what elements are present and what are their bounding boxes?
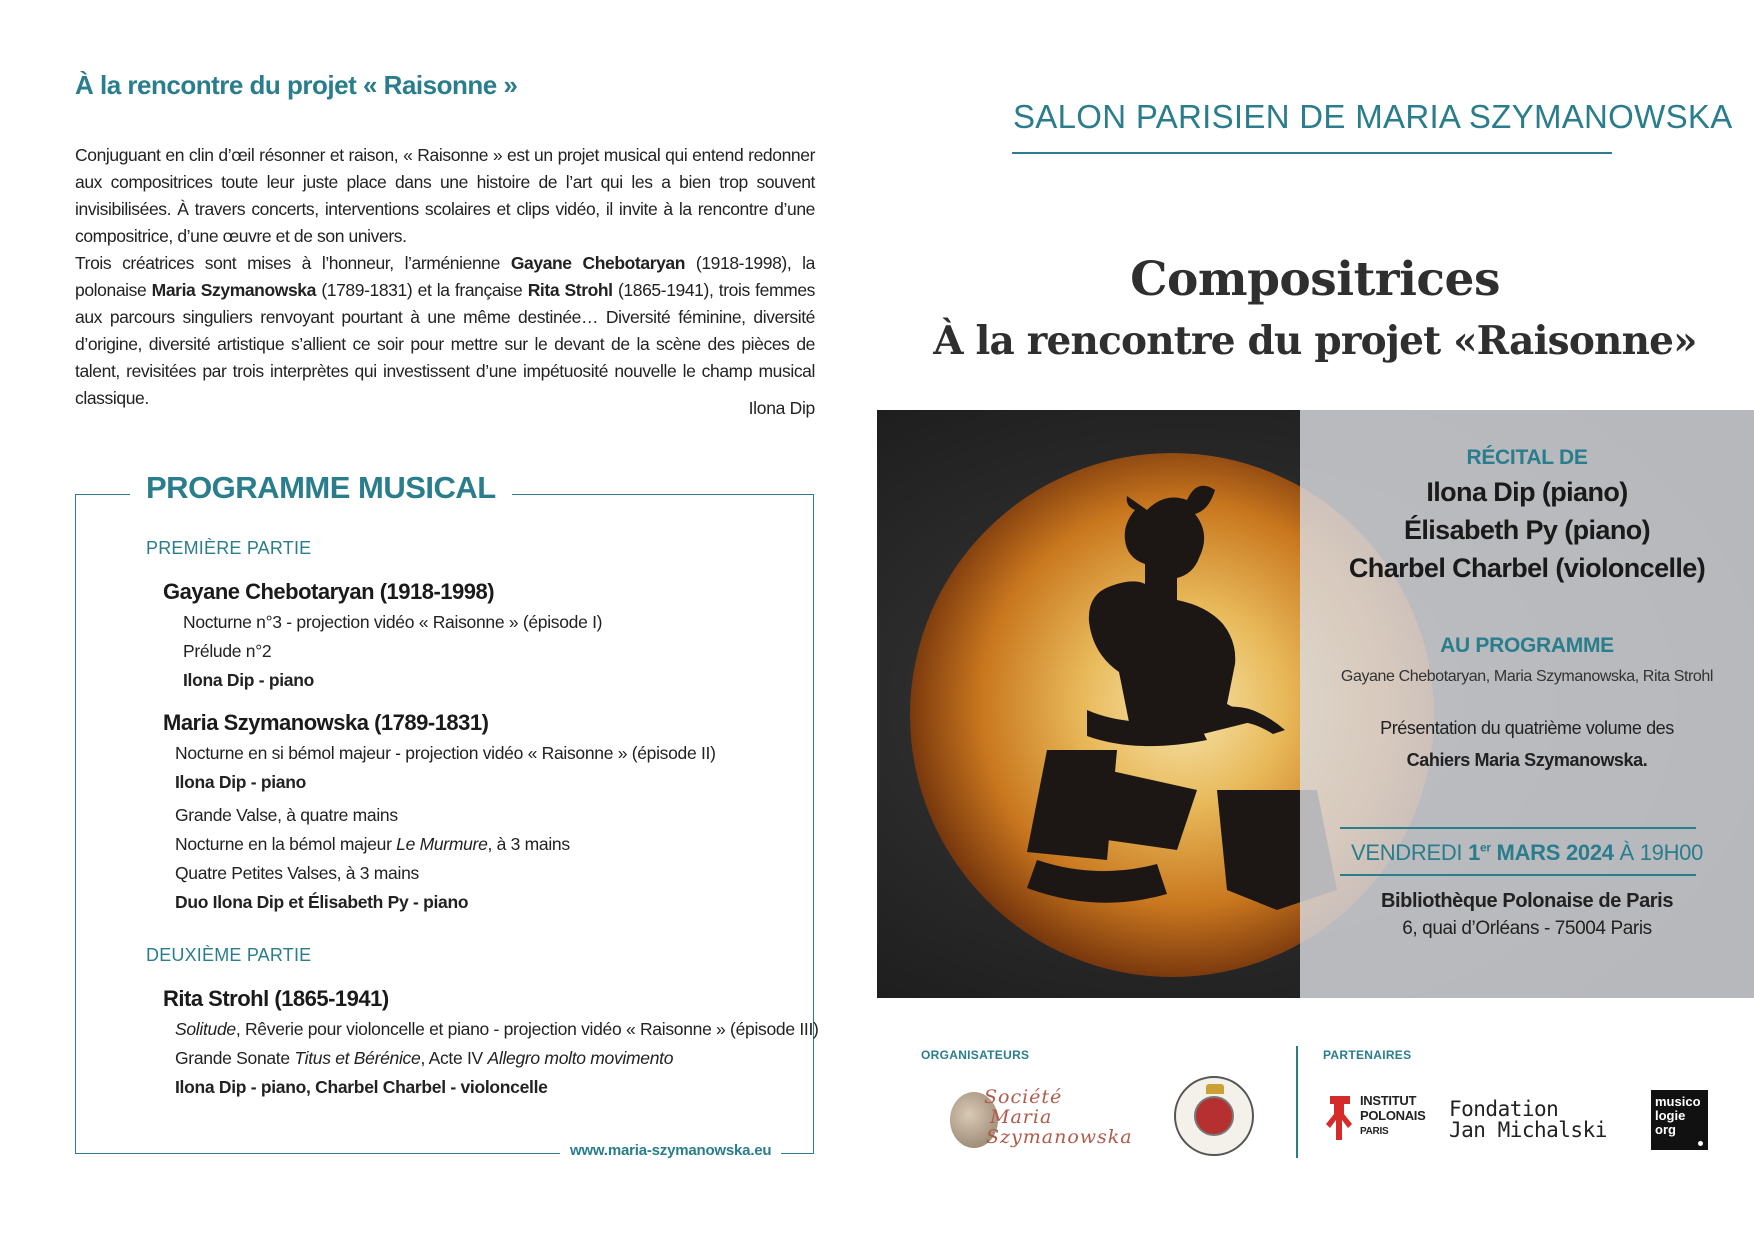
performer-line: Ilona Dip - piano xyxy=(175,772,307,792)
date-month-year: MARS 2024 xyxy=(1490,840,1614,865)
logo-divider xyxy=(1296,1046,1298,1158)
performer-line: Duo Ilona Dip et Élisabeth Py - piano xyxy=(175,892,469,912)
intro-name-strohl: Rita Strohl xyxy=(527,280,613,300)
date-ordinal: er xyxy=(1480,840,1491,855)
logo-text: musico xyxy=(1655,1094,1701,1109)
programme-title: PROGRAMME MUSICAL xyxy=(130,470,512,506)
intro-name-chebotaryan: Gayane Chebotaryan xyxy=(510,253,686,273)
intro-title: À la rencontre du projet « Raisonne » xyxy=(75,70,518,100)
main-title: Compositrices xyxy=(1130,252,1500,307)
salon-title: SALON PARISIEN DE MARIA SZYMANOWSKA xyxy=(1013,98,1733,135)
dot-icon xyxy=(1698,1141,1703,1146)
organisers-label: ORGANISATEURS xyxy=(921,1048,1030,1062)
logo-text: Szymanowska xyxy=(986,1126,1133,1148)
au-programme-label: AU PROGRAMME xyxy=(1440,634,1614,657)
presentation-line: Présentation du quatrième volume des xyxy=(1380,718,1674,738)
fondation-jan-michalski-logo-line-1: Fondation xyxy=(1449,1097,1559,1121)
work-petites-valses: Quatre Petites Valses, à 3 mains xyxy=(175,863,419,883)
work-title-italic: Titus et Bérénice xyxy=(294,1048,421,1068)
venue-address: 6, quai d’Orléans - 75004 Paris xyxy=(1402,918,1652,939)
work-grande-valse: Grande Valse, à quatre mains xyxy=(175,805,398,825)
logo-text: Maria xyxy=(990,1106,1053,1128)
date-day: 1 xyxy=(1468,840,1480,865)
intro-text xyxy=(75,142,815,412)
logo-text: org xyxy=(1655,1122,1676,1137)
work-solitude xyxy=(175,1019,819,1040)
part-two-label: DEUXIÈME PARTIE xyxy=(146,945,312,965)
work-prelude-2: Prélude n°2 xyxy=(183,641,272,661)
date-divider-bottom xyxy=(1340,874,1696,876)
work-text: Grande Sonate xyxy=(175,1048,295,1068)
work-nocturne-si-bemol: Nocturne en si bémol majeur - projection vidéo « Raisonne » (épisode II) xyxy=(175,743,716,763)
main-subtitle: À la rencontre du projet «Raisonne» xyxy=(933,318,1697,364)
coat-of-arms-icon xyxy=(1194,1096,1234,1136)
work-text: , Acte IV xyxy=(420,1048,488,1068)
salon-divider xyxy=(1012,152,1612,154)
intro-paragraph-2 xyxy=(75,250,815,412)
logo-text: INSTITUT xyxy=(1360,1093,1417,1108)
fondation-jan-michalski-logo-line-2: Jan Michalski xyxy=(1449,1118,1607,1142)
composer-szymanowska: Maria Szymanowska (1789-1831) xyxy=(163,710,489,735)
intro-text-segment: (1865-1941), trois femmes aux parcours singuliers renvoyant pourtant à une même destinée… Diversité féminine, diversité d’origine, diversité artistique s’allient ce soir pour mettre sur le devant de la scène des pièces de talent, revisitées par trois interprètes qui investissent d’une impétuosité nouvelle le champ musical classique. xyxy=(75,280,815,408)
intro-text-segment: (1789-1831) et la française xyxy=(315,280,528,300)
date-divider-top xyxy=(1340,827,1696,829)
work-title-italic: Allegro molto movimento xyxy=(487,1048,674,1068)
cahiers-line: Cahiers Maria Szymanowska. xyxy=(1406,750,1648,770)
intro-text-segment: (1918-1998), la polonaise xyxy=(75,253,815,300)
performer-ilona-dip: Ilona Dip (piano) xyxy=(1426,477,1628,507)
work-text: Nocturne en la bémol majeur xyxy=(175,834,397,854)
composers-line: Gayane Chebotaryan, Maria Szymanowska, Rita Strohl xyxy=(1340,668,1714,685)
date-weekday: VENDREDI xyxy=(1350,840,1469,865)
performer-line: Ilona Dip - piano xyxy=(183,670,315,690)
part-one-label: PREMIÈRE PARTIE xyxy=(146,538,312,558)
partners-label: PARTENAIRES xyxy=(1323,1048,1412,1062)
work-text: , à 3 mains xyxy=(487,834,570,854)
intro-text-segment: Trois créatrices sont mises à l’honneur, l’arménienne xyxy=(75,253,511,273)
work-title-italic: Le Murmure xyxy=(396,834,488,854)
recital-label: RÉCITAL DE xyxy=(1466,446,1588,469)
intro-signature: Ilona Dip xyxy=(748,398,815,418)
date-time: À 19H00 xyxy=(1613,840,1704,865)
performer-elisabeth-py: Élisabeth Py (piano) xyxy=(1403,515,1651,545)
performer-charbel-charbel: Charbel Charbel (violoncelle) xyxy=(1348,553,1706,583)
work-nocturne-la-bemol xyxy=(175,834,570,855)
venue-name: Bibliothèque Polonaise de Paris xyxy=(1380,890,1674,912)
societe-historique-seal-logo xyxy=(1174,1076,1254,1156)
intro-paragraph-1: Conjuguant en clin d’œil résonner et raison, « Raisonne » est un projet musical qui entend redonner aux compositrices toute leur juste place dans une histoire de l’art qui les a bien trop souvent invisibilisées. À travers concerts, interventions scolaires et clips vidéo, il invite à la rencontre d’une compositrice, d’une œuvre et de son univers. xyxy=(75,145,815,246)
figure-icon xyxy=(1326,1092,1356,1148)
musicologie-org-logo xyxy=(1651,1090,1708,1150)
logo-text: PARIS xyxy=(1360,1126,1389,1137)
logo-text: logie xyxy=(1655,1108,1686,1123)
work-grande-sonate xyxy=(175,1048,673,1069)
performer-line: Ilona Dip - piano, Charbel Charbel - violoncelle xyxy=(175,1077,548,1097)
logo-text: Société xyxy=(984,1086,1063,1108)
composer-strohl: Rita Strohl (1865-1941) xyxy=(163,986,389,1011)
website-link[interactable]: www.maria-szymanowska.eu xyxy=(560,1142,781,1159)
work-nocturne-3: Nocturne n°3 - projection vidéo « Raisonne » (épisode I) xyxy=(183,612,603,632)
event-date xyxy=(1300,840,1754,866)
work-text: , Rêverie pour violoncelle et piano - projection vidéo « Raisonne » (épisode III) xyxy=(235,1019,819,1039)
intro-name-szymanowska: Maria Szymanowska xyxy=(151,280,316,300)
institut-polonais-logo xyxy=(1326,1092,1426,1148)
societe-maria-szymanowska-logo xyxy=(950,1080,1133,1150)
crown-icon xyxy=(1206,1084,1224,1094)
logo-text: POLONAIS xyxy=(1360,1108,1426,1123)
work-title-italic: Solitude xyxy=(175,1019,236,1039)
composer-chebotaryan: Gayane Chebotaryan (1918-1998) xyxy=(163,579,495,604)
